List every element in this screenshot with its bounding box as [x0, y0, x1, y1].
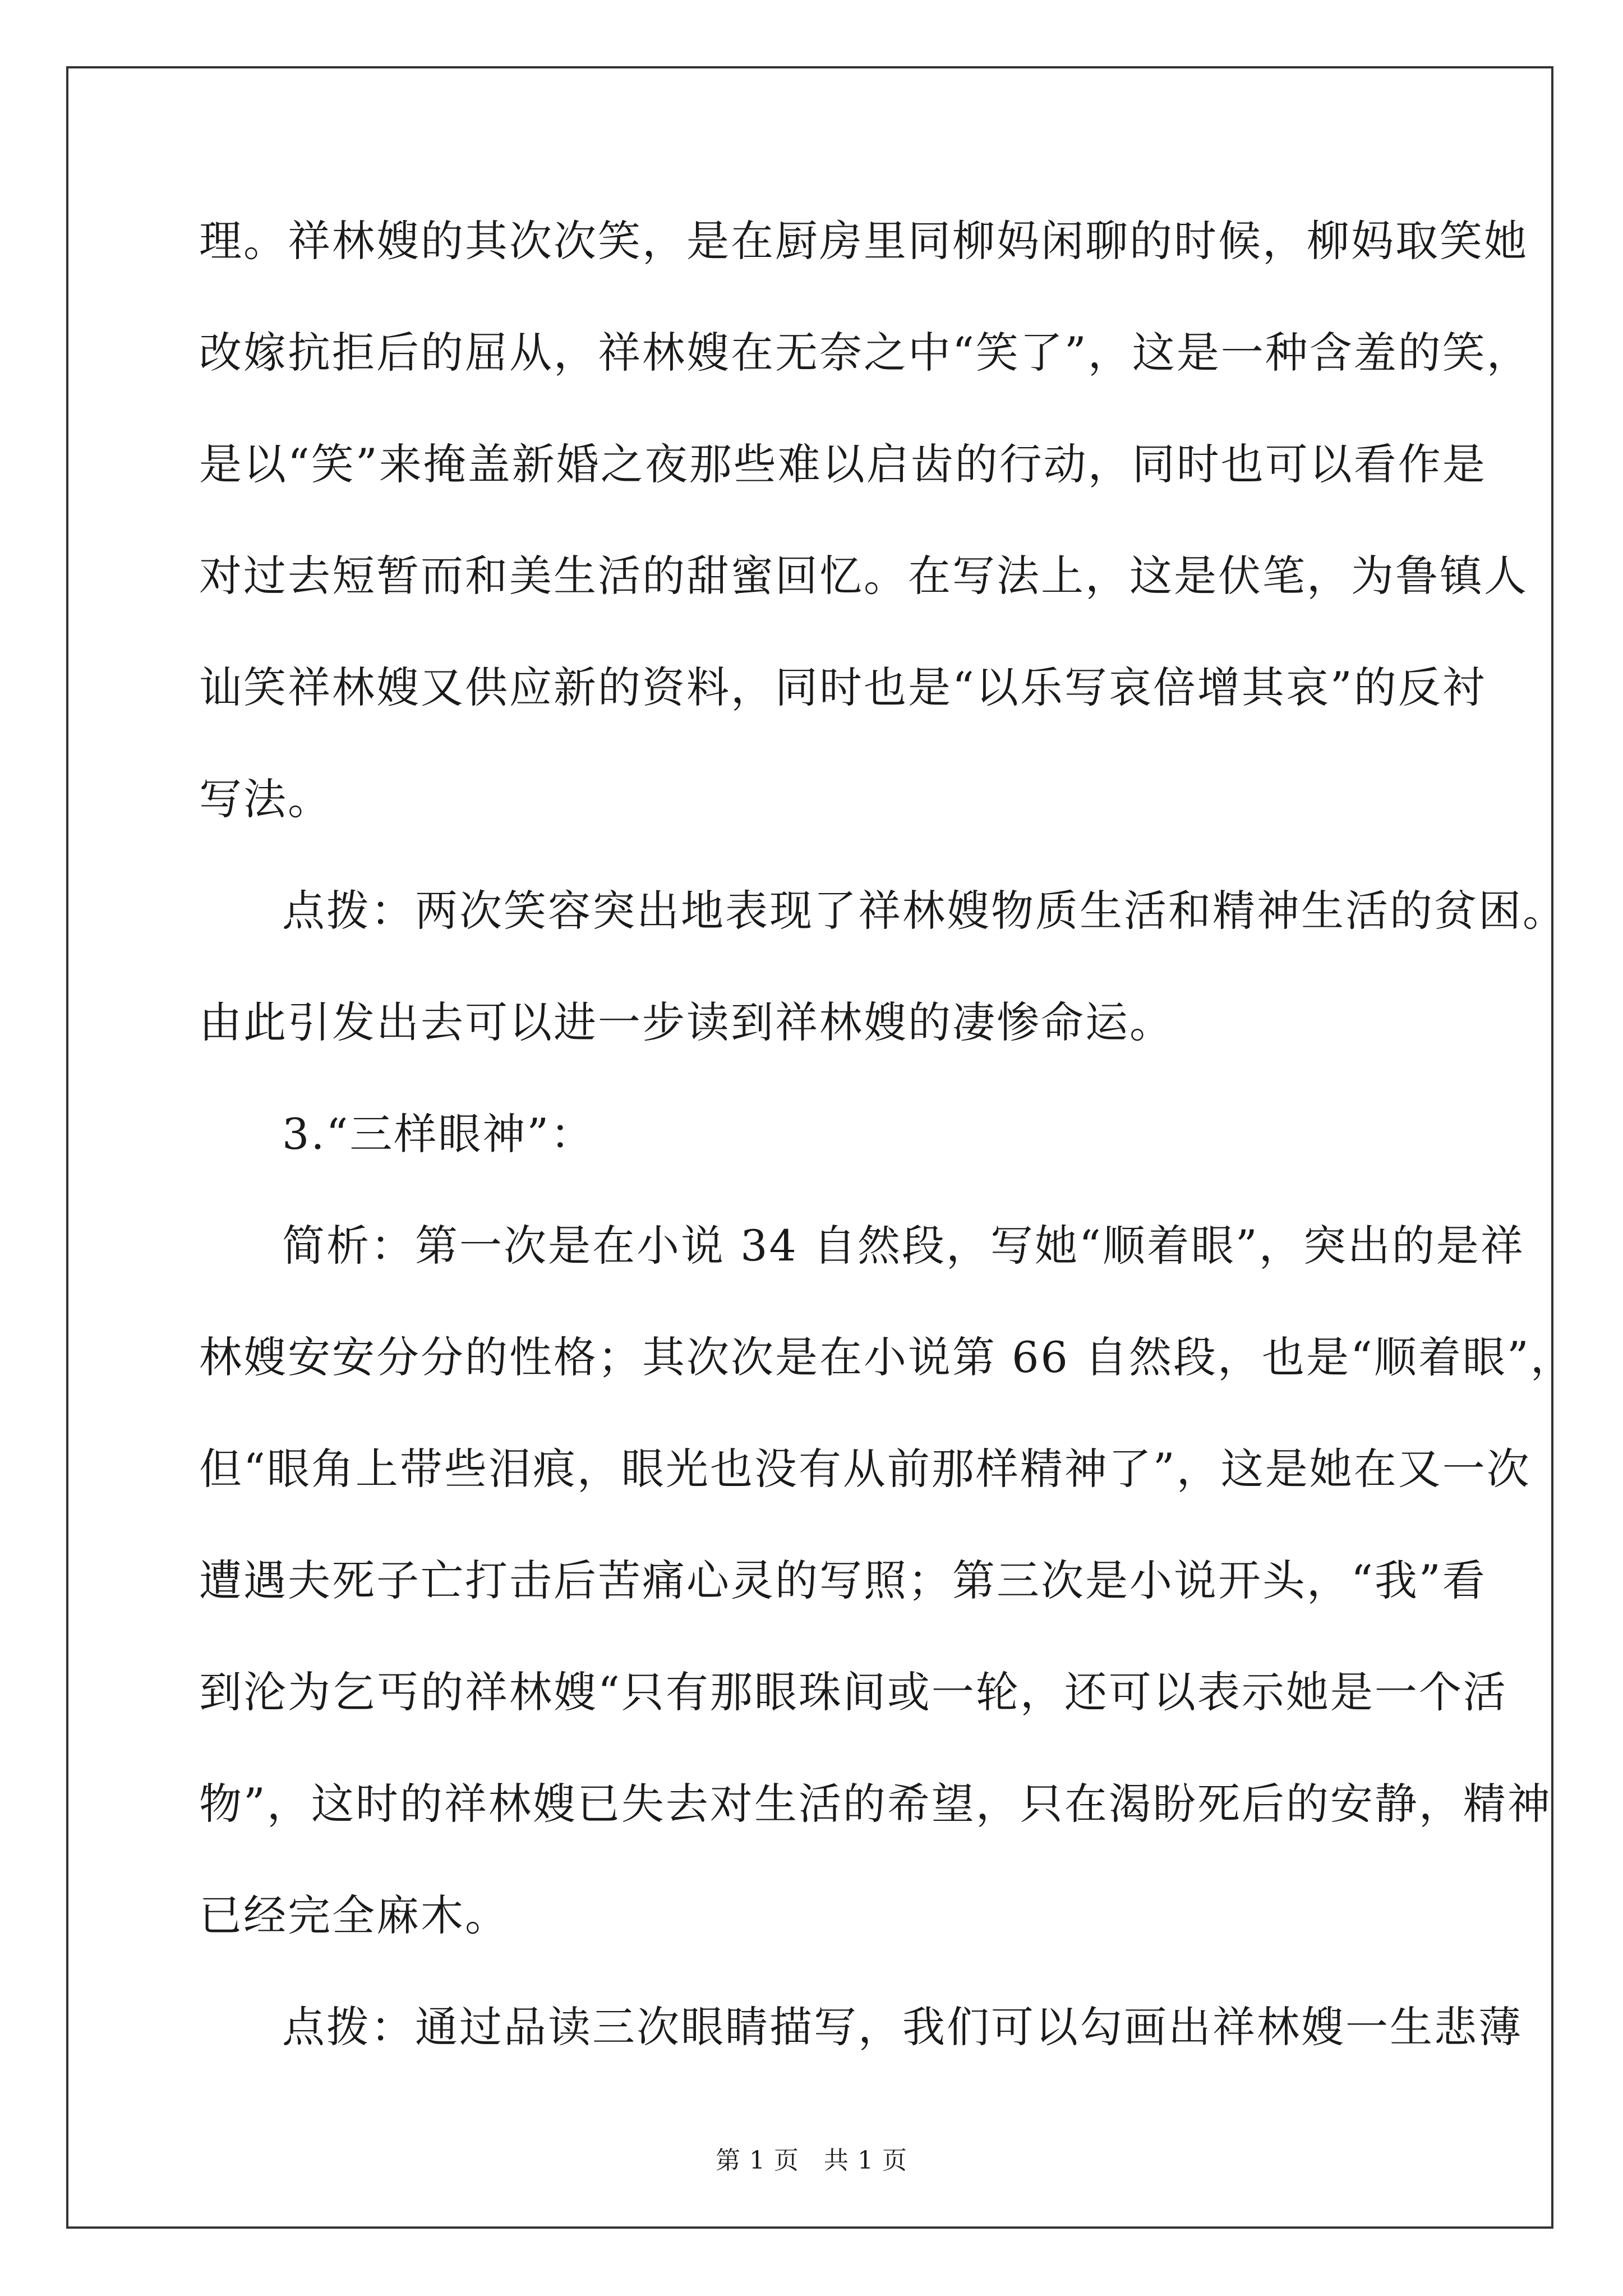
text-line: 是以“笑”来掩盖新婚之夜那些难以启齿的行动，同时也可以看作是: [199, 439, 1487, 489]
text-line: 由此引发出去可以进一步读到祥林嫂的凄惨命运。: [199, 997, 1174, 1047]
paragraph-start: 简析：第一次是在小说 34 自然段，写她“顺着眼”，突出的是祥: [282, 1221, 1525, 1271]
paragraph-start: 点拨：两次笑容突出地表现了祥林嫂物质生活和精神生活的贫困。: [282, 886, 1567, 936]
text-line: 讪笑祥林嫂又供应新的资料，同时也是“以乐写哀倍增其哀”的反衬: [199, 662, 1487, 712]
text-line: 物”，这时的祥林嫂已失去对生活的希望，只在渴盼死后的安静，精神: [199, 1779, 1552, 1829]
page-number: 第 1 页: [716, 2146, 799, 2175]
text-line: 到沦为乞丐的祥林嫂“只有那眼珠间或一轮，还可以表示她是一个活: [199, 1667, 1507, 1717]
text-line: 林嫂安安分分的性格；其次次是在小说第 66 自然段，也是“顺着眼”，: [199, 1332, 1575, 1382]
text-line: 理。祥林嫂的其次次笑，是在厨房里同柳妈闲聊的时候，柳妈取笑她: [199, 216, 1528, 266]
paragraph-start: 点拨：通过品读三次眼睛描写，我们可以勾画出祥林嫂一生悲薄: [282, 2002, 1523, 2052]
text-line: 对过去短暂而和美生活的甜蜜回忆。在写法上，这是伏笔，为鲁镇人: [199, 551, 1528, 601]
text-line: 写法。: [199, 774, 332, 824]
total-pages: 共 1 页: [824, 2146, 907, 2175]
text-line: 但“眼角上带些泪痕，眼光也没有从前那样精神了”，这是她在又一次: [199, 1444, 1531, 1494]
document-body: [199, 202, 1575, 2100]
text-line: 已经完全麻木。: [199, 1890, 509, 1940]
section-heading: 3.“三样眼神”：: [282, 1109, 595, 1159]
text-line: 改嫁抗拒后的屈从，祥林嫂在无奈之中“笑了”，这是一种含羞的笑，: [199, 328, 1531, 378]
text-line: 遭遇夫死子亡打击后苦痛心灵的写照；第三次是小说开头，“我”看: [199, 1556, 1487, 1605]
page-footer: [0, 2140, 1623, 2176]
